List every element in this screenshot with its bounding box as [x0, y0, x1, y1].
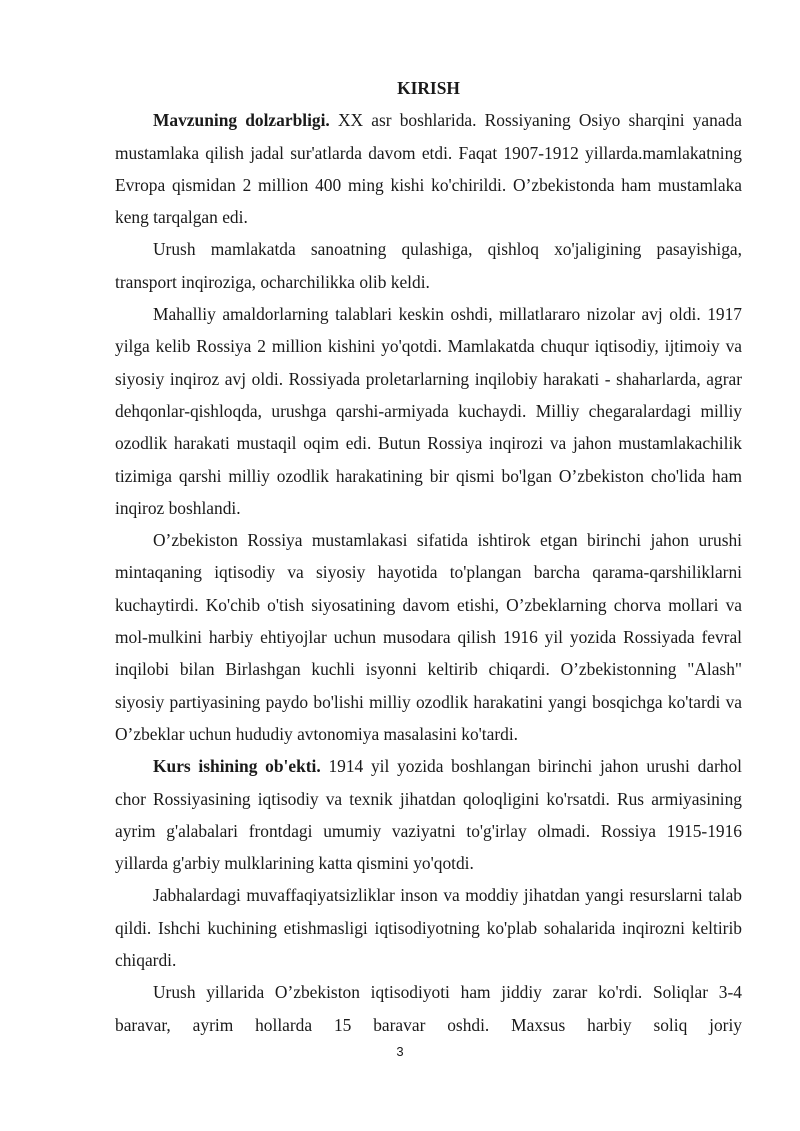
paragraph-text: Urush yillarida O’zbekiston iqtisodiyoti ham jiddiy zarar ko'rdi. Soliqlar 3-4 baravar, ayrim hollarda 15 baravar oshdi. Maxsus harbiy soliq joriy — [115, 982, 742, 1035]
paragraph-text: Mahalliy amaldorlarning talablari keskin oshdi, millatlararo nizolar avj oldi. 1917 yilga kelib Rossiya 2 million kishini yo'qotdi. Mamlakatda chuqur iqtisodiy, ijtimoiy va siyosiy inqiroz avj oldi. Rossiyada proletarlarning inqilobiy harakati - shaharlarda, agrar dehqonlar-qishloqda, urushga qarshi-armiyada kuchaydi. Milliy chegaralardagi milliy ozodlik harakati mustaqil oqim edi. Butun Rossiya inqirozi va jahon mustamlakachilik tizimiga qarshi milliy ozodlik harakatining bir qismi bo'lgan O’zbekiston cho'lida ham inqiroz boshlandi. — [115, 304, 742, 518]
paragraph — [115, 976, 742, 1041]
document-body — [115, 72, 742, 1041]
paragraph — [115, 879, 742, 976]
paragraph-object — [115, 750, 742, 879]
paragraph-lead: Kurs ishining ob'ekti. — [153, 756, 321, 777]
page-title: KIRISH — [397, 78, 460, 98]
paragraph-relevance — [115, 104, 742, 233]
paragraph-text: O’zbekiston Rossiya mustamlakasi sifatida ishtirok etgan birinchi jahon urushi mintaqaning iqtisodiy va siyosiy hayotida to'plangan barcha qarama-qarshiliklarni kuchaytirdi. Ko'chib o'tish siyosatining davom etishi, O’zbeklarning chorva mollari va mol-mulkini harbiy ehtiyojlar uchun musodara qilish 1916 yil yozida Rossiyada fevral inqilobi bilan Birlashgan kuchli isyonni keltirib chiqardi. O’zbekistonning "Alash" siyosiy partiyasining paydo bo'lishi milliy ozodlik harakatini yangi bosqichga ko'tardi va O’zbeklar uchun hududiy avtonomiya masalasini ko'tardi. — [115, 530, 742, 744]
paragraph-lead: Mavzuning dolzarbligi. — [153, 110, 330, 131]
page-number: 3 — [396, 1044, 404, 1059]
paragraph-text: Jabhalardagi muvaffaqiyatsizliklar inson va moddiy jihatdan yangi resurslarni talab qildi. Ishchi kuchining etishmasligi iqtisodiyotning ko'plab sohalarida inqirozni keltirib chiqardi. — [115, 885, 742, 971]
paragraph-text: 1914 yil yozida boshlangan birinchi jahon urushi darhol chor Rossiyasining iqtisodiy va texnik jihatdan qoloqligini ko'rsatdi. Rus armiyasining ayrim g'alabalari frontdagi umumiy vaziyatni to'g'irlay olmadi. Rossiya 1915-1916 yillarda g'arbiy mulklarining katta qismini yo'qotdi. — [115, 756, 742, 874]
paragraph — [115, 233, 742, 298]
paragraph-text: XX asr boshlarida. Rossiyaning Osiyo sharqini yanada mustamlaka qilish jadal sur'atlarda davom etdi. Faqat 1907-1912 yillarda.mamlakatning Evropa qismidan 2 million 400 ming kishi ko'chirildi. O’zbekistonda ham mustamlaka keng tarqalgan edi. — [115, 110, 742, 228]
paragraph — [115, 298, 742, 524]
paragraph-text: Urush mamlakatda sanoatning qulashiga, qishloq xo'jaligining pasayishiga, transport inqiroziga, ocharchilikka olib keldi. — [115, 239, 742, 292]
paragraph — [115, 524, 742, 750]
